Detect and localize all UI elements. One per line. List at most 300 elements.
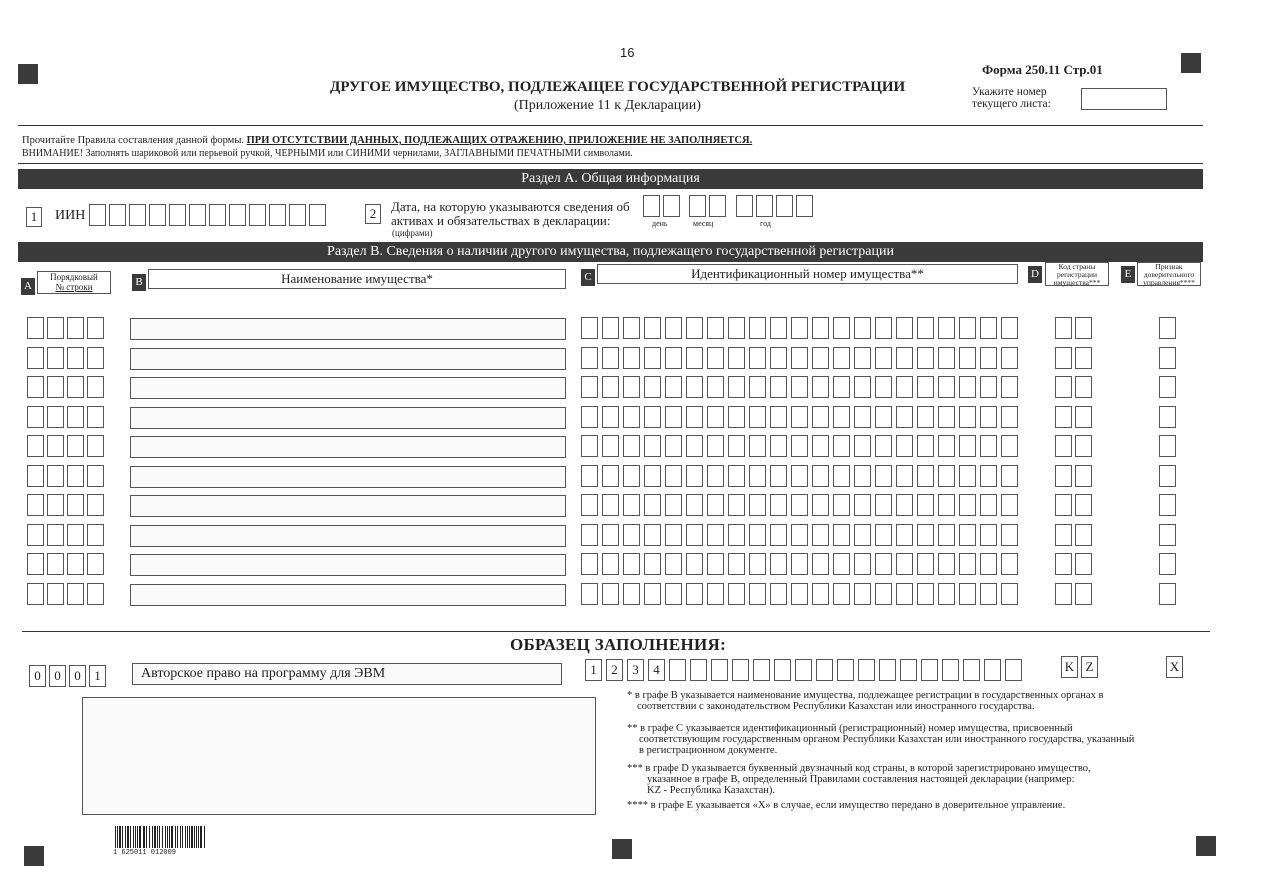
property-id-cell[interactable] xyxy=(896,435,913,457)
row-number-cell[interactable] xyxy=(27,347,44,369)
row-number-cell[interactable] xyxy=(87,583,104,605)
property-id-cell[interactable] xyxy=(917,435,934,457)
property-id-cell[interactable] xyxy=(728,524,745,546)
row-number-input[interactable] xyxy=(27,435,104,457)
row-number-cell[interactable] xyxy=(87,435,104,457)
property-id-cell[interactable] xyxy=(602,524,619,546)
property-id-cell[interactable] xyxy=(581,494,598,516)
row-number-cell[interactable] xyxy=(67,553,84,575)
country-code-cell[interactable] xyxy=(1055,494,1072,516)
property-id-cell[interactable] xyxy=(938,347,955,369)
property-name-input[interactable] xyxy=(130,436,566,458)
property-id-cell[interactable] xyxy=(833,494,850,516)
property-id-cell[interactable] xyxy=(707,494,724,516)
iin-cell[interactable] xyxy=(269,204,286,226)
property-id-cell[interactable] xyxy=(1001,317,1018,339)
property-id-cell[interactable] xyxy=(959,317,976,339)
row-number-input[interactable] xyxy=(27,524,104,546)
property-id-input[interactable] xyxy=(581,347,1018,369)
property-id-cell[interactable] xyxy=(623,465,640,487)
row-number-cell[interactable] xyxy=(47,583,64,605)
property-id-cell[interactable] xyxy=(665,376,682,398)
row-number-cell[interactable] xyxy=(47,406,64,428)
property-id-cell[interactable] xyxy=(980,406,997,428)
country-code-cell[interactable] xyxy=(1075,524,1092,546)
country-code-input[interactable] xyxy=(1055,317,1092,339)
property-id-cell[interactable] xyxy=(917,465,934,487)
property-id-cell[interactable] xyxy=(707,583,724,605)
property-id-input[interactable] xyxy=(581,465,1018,487)
row-number-cell[interactable] xyxy=(67,406,84,428)
property-id-cell[interactable] xyxy=(980,583,997,605)
row-number-cell[interactable] xyxy=(27,524,44,546)
property-id-cell[interactable] xyxy=(938,406,955,428)
property-id-cell[interactable] xyxy=(728,435,745,457)
property-id-cell[interactable] xyxy=(770,494,787,516)
row-number-cell[interactable] xyxy=(67,583,84,605)
property-id-cell[interactable] xyxy=(665,524,682,546)
property-id-cell[interactable] xyxy=(854,583,871,605)
country-code-cell[interactable] xyxy=(1075,376,1092,398)
row-number-cell[interactable] xyxy=(47,494,64,516)
property-id-cell[interactable] xyxy=(854,494,871,516)
property-id-cell[interactable] xyxy=(1001,583,1018,605)
country-code-input[interactable] xyxy=(1055,465,1092,487)
property-id-cell[interactable] xyxy=(812,524,829,546)
property-id-cell[interactable] xyxy=(728,494,745,516)
property-id-input[interactable] xyxy=(581,376,1018,398)
property-id-cell[interactable] xyxy=(791,435,808,457)
country-code-cell[interactable] xyxy=(1075,435,1092,457)
country-code-input[interactable] xyxy=(1055,376,1092,398)
property-id-cell[interactable] xyxy=(875,347,892,369)
property-id-cell[interactable] xyxy=(770,317,787,339)
property-id-cell[interactable] xyxy=(812,406,829,428)
property-id-cell[interactable] xyxy=(833,553,850,575)
date-cell[interactable] xyxy=(689,195,706,217)
iin-cell[interactable] xyxy=(129,204,146,226)
row-number-cell[interactable] xyxy=(87,376,104,398)
property-id-cell[interactable] xyxy=(623,347,640,369)
property-id-cell[interactable] xyxy=(665,406,682,428)
property-id-cell[interactable] xyxy=(623,583,640,605)
property-id-cell[interactable] xyxy=(728,317,745,339)
country-code-input[interactable] xyxy=(1055,406,1092,428)
property-id-cell[interactable] xyxy=(581,376,598,398)
property-id-cell[interactable] xyxy=(665,317,682,339)
country-code-cell[interactable] xyxy=(1075,317,1092,339)
property-id-cell[interactable] xyxy=(896,553,913,575)
property-id-input[interactable] xyxy=(581,583,1018,605)
property-id-cell[interactable] xyxy=(875,465,892,487)
row-number-cell[interactable] xyxy=(27,494,44,516)
country-code-cell[interactable] xyxy=(1055,317,1072,339)
country-code-input[interactable] xyxy=(1055,494,1092,516)
property-id-cell[interactable] xyxy=(707,524,724,546)
property-id-cell[interactable] xyxy=(791,583,808,605)
trust-flag-input[interactable] xyxy=(1159,583,1176,605)
row-number-cell[interactable] xyxy=(27,376,44,398)
property-id-cell[interactable] xyxy=(896,583,913,605)
property-id-cell[interactable] xyxy=(980,347,997,369)
property-id-cell[interactable] xyxy=(812,376,829,398)
property-id-cell[interactable] xyxy=(833,583,850,605)
country-code-cell[interactable] xyxy=(1075,465,1092,487)
iin-input[interactable] xyxy=(89,204,326,226)
property-id-cell[interactable] xyxy=(812,583,829,605)
date-cell[interactable] xyxy=(776,195,793,217)
country-code-cell[interactable] xyxy=(1075,583,1092,605)
property-id-cell[interactable] xyxy=(896,347,913,369)
property-id-cell[interactable] xyxy=(770,435,787,457)
property-id-cell[interactable] xyxy=(644,317,661,339)
property-id-cell[interactable] xyxy=(581,583,598,605)
country-code-input[interactable] xyxy=(1055,347,1092,369)
date-cell[interactable] xyxy=(756,195,773,217)
property-id-cell[interactable] xyxy=(770,347,787,369)
property-id-cell[interactable] xyxy=(581,553,598,575)
country-code-input[interactable] xyxy=(1055,524,1092,546)
property-id-cell[interactable] xyxy=(917,317,934,339)
iin-cell[interactable] xyxy=(89,204,106,226)
date-cell[interactable] xyxy=(709,195,726,217)
property-id-cell[interactable] xyxy=(980,376,997,398)
property-id-cell[interactable] xyxy=(686,553,703,575)
property-id-cell[interactable] xyxy=(686,376,703,398)
property-id-input[interactable] xyxy=(581,553,1018,575)
property-id-cell[interactable] xyxy=(938,317,955,339)
property-id-cell[interactable] xyxy=(665,583,682,605)
country-code-input[interactable] xyxy=(1055,553,1092,575)
sheet-number-input[interactable] xyxy=(1081,88,1167,110)
property-id-cell[interactable] xyxy=(581,435,598,457)
property-id-cell[interactable] xyxy=(665,347,682,369)
country-code-cell[interactable] xyxy=(1055,553,1072,575)
property-id-cell[interactable] xyxy=(770,406,787,428)
property-id-cell[interactable] xyxy=(959,465,976,487)
country-code-cell[interactable] xyxy=(1055,435,1072,457)
property-id-cell[interactable] xyxy=(686,347,703,369)
property-id-cell[interactable] xyxy=(854,465,871,487)
row-number-cell[interactable] xyxy=(27,317,44,339)
row-number-input[interactable] xyxy=(27,465,104,487)
property-id-cell[interactable] xyxy=(875,376,892,398)
property-id-cell[interactable] xyxy=(623,494,640,516)
property-id-cell[interactable] xyxy=(665,553,682,575)
property-id-cell[interactable] xyxy=(644,435,661,457)
property-id-cell[interactable] xyxy=(1001,524,1018,546)
property-id-cell[interactable] xyxy=(959,553,976,575)
row-number-cell[interactable] xyxy=(67,317,84,339)
property-id-cell[interactable] xyxy=(602,376,619,398)
property-id-cell[interactable] xyxy=(707,347,724,369)
property-id-cell[interactable] xyxy=(749,583,766,605)
property-id-cell[interactable] xyxy=(959,524,976,546)
row-number-cell[interactable] xyxy=(27,553,44,575)
row-number-cell[interactable] xyxy=(67,376,84,398)
row-number-cell[interactable] xyxy=(47,465,64,487)
property-name-input[interactable] xyxy=(130,495,566,517)
property-id-cell[interactable] xyxy=(581,347,598,369)
property-id-cell[interactable] xyxy=(896,406,913,428)
row-number-input[interactable] xyxy=(27,583,104,605)
property-id-cell[interactable] xyxy=(812,494,829,516)
property-name-input[interactable] xyxy=(130,525,566,547)
property-id-cell[interactable] xyxy=(707,406,724,428)
property-id-cell[interactable] xyxy=(770,376,787,398)
property-id-cell[interactable] xyxy=(602,317,619,339)
property-id-cell[interactable] xyxy=(917,524,934,546)
row-number-cell[interactable] xyxy=(47,524,64,546)
property-id-cell[interactable] xyxy=(1001,435,1018,457)
row-number-cell[interactable] xyxy=(27,583,44,605)
property-id-cell[interactable] xyxy=(812,553,829,575)
trust-flag-input[interactable] xyxy=(1159,553,1176,575)
country-code-cell[interactable] xyxy=(1075,406,1092,428)
property-id-input[interactable] xyxy=(581,494,1018,516)
date-cell[interactable] xyxy=(796,195,813,217)
country-code-cell[interactable] xyxy=(1055,583,1072,605)
property-id-cell[interactable] xyxy=(644,583,661,605)
property-id-cell[interactable] xyxy=(791,317,808,339)
property-id-cell[interactable] xyxy=(896,376,913,398)
property-id-cell[interactable] xyxy=(833,376,850,398)
property-id-cell[interactable] xyxy=(602,347,619,369)
property-id-cell[interactable] xyxy=(770,553,787,575)
property-id-cell[interactable] xyxy=(917,583,934,605)
property-id-input[interactable] xyxy=(581,524,1018,546)
property-id-cell[interactable] xyxy=(896,524,913,546)
property-id-cell[interactable] xyxy=(1001,553,1018,575)
property-id-input[interactable] xyxy=(581,435,1018,457)
property-id-cell[interactable] xyxy=(1001,406,1018,428)
property-id-cell[interactable] xyxy=(686,435,703,457)
date-cell[interactable] xyxy=(663,195,680,217)
property-id-cell[interactable] xyxy=(917,406,934,428)
property-id-cell[interactable] xyxy=(812,435,829,457)
trust-flag-input[interactable] xyxy=(1159,435,1176,457)
property-id-cell[interactable] xyxy=(770,583,787,605)
property-id-cell[interactable] xyxy=(602,406,619,428)
date-month-input[interactable] xyxy=(689,195,726,217)
property-id-cell[interactable] xyxy=(875,553,892,575)
property-id-cell[interactable] xyxy=(833,435,850,457)
property-id-input[interactable] xyxy=(581,317,1018,339)
property-id-cell[interactable] xyxy=(665,465,682,487)
property-id-cell[interactable] xyxy=(644,465,661,487)
property-name-input[interactable] xyxy=(130,554,566,576)
property-id-cell[interactable] xyxy=(749,524,766,546)
property-id-cell[interactable] xyxy=(1001,465,1018,487)
property-id-cell[interactable] xyxy=(980,553,997,575)
property-name-input[interactable] xyxy=(130,584,566,606)
property-id-cell[interactable] xyxy=(749,406,766,428)
property-id-cell[interactable] xyxy=(938,494,955,516)
property-id-cell[interactable] xyxy=(833,524,850,546)
property-id-cell[interactable] xyxy=(833,347,850,369)
country-code-cell[interactable] xyxy=(1055,376,1072,398)
property-id-cell[interactable] xyxy=(791,376,808,398)
property-id-cell[interactable] xyxy=(833,465,850,487)
property-id-cell[interactable] xyxy=(581,465,598,487)
trust-flag-input[interactable] xyxy=(1159,317,1176,339)
row-number-cell[interactable] xyxy=(87,465,104,487)
row-number-cell[interactable] xyxy=(87,553,104,575)
property-id-cell[interactable] xyxy=(959,583,976,605)
row-number-cell[interactable] xyxy=(87,317,104,339)
row-number-cell[interactable] xyxy=(47,553,64,575)
property-id-cell[interactable] xyxy=(980,435,997,457)
iin-cell[interactable] xyxy=(109,204,126,226)
property-id-cell[interactable] xyxy=(896,317,913,339)
property-id-cell[interactable] xyxy=(1001,376,1018,398)
property-id-cell[interactable] xyxy=(854,435,871,457)
country-code-cell[interactable] xyxy=(1055,347,1072,369)
property-name-input[interactable] xyxy=(130,348,566,370)
property-id-cell[interactable] xyxy=(686,524,703,546)
property-id-cell[interactable] xyxy=(749,376,766,398)
property-id-cell[interactable] xyxy=(875,524,892,546)
row-number-input[interactable] xyxy=(27,376,104,398)
row-number-cell[interactable] xyxy=(67,347,84,369)
property-id-cell[interactable] xyxy=(770,524,787,546)
property-id-cell[interactable] xyxy=(749,317,766,339)
property-id-cell[interactable] xyxy=(791,465,808,487)
property-id-cell[interactable] xyxy=(854,317,871,339)
row-number-cell[interactable] xyxy=(27,435,44,457)
property-id-cell[interactable] xyxy=(602,553,619,575)
property-id-cell[interactable] xyxy=(686,494,703,516)
property-id-cell[interactable] xyxy=(875,494,892,516)
property-id-cell[interactable] xyxy=(854,406,871,428)
property-id-cell[interactable] xyxy=(875,406,892,428)
row-number-cell[interactable] xyxy=(67,435,84,457)
property-id-cell[interactable] xyxy=(602,583,619,605)
property-id-cell[interactable] xyxy=(749,347,766,369)
trust-flag-input[interactable] xyxy=(1159,406,1176,428)
property-id-cell[interactable] xyxy=(833,317,850,339)
property-id-cell[interactable] xyxy=(812,347,829,369)
trust-flag-input[interactable] xyxy=(1159,524,1176,546)
property-id-cell[interactable] xyxy=(644,347,661,369)
property-id-cell[interactable] xyxy=(938,376,955,398)
property-id-cell[interactable] xyxy=(896,494,913,516)
country-code-cell[interactable] xyxy=(1075,347,1092,369)
country-code-input[interactable] xyxy=(1055,435,1092,457)
property-id-cell[interactable] xyxy=(980,317,997,339)
date-cell[interactable] xyxy=(736,195,753,217)
property-id-cell[interactable] xyxy=(791,524,808,546)
property-id-cell[interactable] xyxy=(791,406,808,428)
property-id-cell[interactable] xyxy=(791,347,808,369)
row-number-input[interactable] xyxy=(27,347,104,369)
property-id-cell[interactable] xyxy=(728,406,745,428)
property-id-cell[interactable] xyxy=(854,553,871,575)
property-id-cell[interactable] xyxy=(686,583,703,605)
property-id-cell[interactable] xyxy=(770,465,787,487)
row-number-input[interactable] xyxy=(27,494,104,516)
property-id-cell[interactable] xyxy=(854,347,871,369)
property-id-cell[interactable] xyxy=(602,494,619,516)
property-id-cell[interactable] xyxy=(980,465,997,487)
property-id-cell[interactable] xyxy=(623,406,640,428)
date-day-input[interactable] xyxy=(643,195,680,217)
iin-cell[interactable] xyxy=(149,204,166,226)
iin-cell[interactable] xyxy=(289,204,306,226)
row-number-cell[interactable] xyxy=(47,376,64,398)
property-id-cell[interactable] xyxy=(602,465,619,487)
property-id-cell[interactable] xyxy=(959,435,976,457)
property-id-cell[interactable] xyxy=(917,494,934,516)
trust-flag-input[interactable] xyxy=(1159,465,1176,487)
property-id-cell[interactable] xyxy=(791,553,808,575)
row-number-cell[interactable] xyxy=(67,494,84,516)
property-id-cell[interactable] xyxy=(644,376,661,398)
property-id-cell[interactable] xyxy=(917,376,934,398)
country-code-cell[interactable] xyxy=(1055,465,1072,487)
property-id-cell[interactable] xyxy=(602,435,619,457)
property-id-cell[interactable] xyxy=(875,435,892,457)
iin-cell[interactable] xyxy=(209,204,226,226)
property-id-cell[interactable] xyxy=(728,553,745,575)
property-id-cell[interactable] xyxy=(917,347,934,369)
property-id-cell[interactable] xyxy=(749,494,766,516)
property-id-cell[interactable] xyxy=(812,317,829,339)
country-code-input[interactable] xyxy=(1055,583,1092,605)
row-number-input[interactable] xyxy=(27,406,104,428)
property-id-cell[interactable] xyxy=(791,494,808,516)
property-id-cell[interactable] xyxy=(938,583,955,605)
property-id-cell[interactable] xyxy=(749,465,766,487)
row-number-cell[interactable] xyxy=(47,317,64,339)
property-name-input[interactable] xyxy=(130,318,566,340)
property-id-cell[interactable] xyxy=(581,524,598,546)
property-id-cell[interactable] xyxy=(938,553,955,575)
property-id-cell[interactable] xyxy=(665,494,682,516)
property-id-cell[interactable] xyxy=(896,465,913,487)
property-id-cell[interactable] xyxy=(707,376,724,398)
row-number-cell[interactable] xyxy=(87,347,104,369)
row-number-cell[interactable] xyxy=(67,524,84,546)
property-id-cell[interactable] xyxy=(917,553,934,575)
property-id-cell[interactable] xyxy=(980,494,997,516)
property-name-input[interactable] xyxy=(130,466,566,488)
property-name-input[interactable] xyxy=(130,407,566,429)
property-id-cell[interactable] xyxy=(728,583,745,605)
property-id-cell[interactable] xyxy=(833,406,850,428)
row-number-cell[interactable] xyxy=(67,465,84,487)
property-id-cell[interactable] xyxy=(728,376,745,398)
property-id-cell[interactable] xyxy=(728,465,745,487)
row-number-cell[interactable] xyxy=(87,406,104,428)
property-id-cell[interactable] xyxy=(623,524,640,546)
property-id-cell[interactable] xyxy=(644,553,661,575)
country-code-cell[interactable] xyxy=(1075,494,1092,516)
property-id-cell[interactable] xyxy=(875,317,892,339)
property-id-cell[interactable] xyxy=(581,406,598,428)
property-id-cell[interactable] xyxy=(980,524,997,546)
property-id-cell[interactable] xyxy=(644,406,661,428)
row-number-cell[interactable] xyxy=(47,347,64,369)
property-id-cell[interactable] xyxy=(875,583,892,605)
row-number-input[interactable] xyxy=(27,317,104,339)
country-code-cell[interactable] xyxy=(1075,553,1092,575)
property-id-cell[interactable] xyxy=(686,406,703,428)
property-name-input[interactable] xyxy=(130,377,566,399)
property-id-cell[interactable] xyxy=(959,494,976,516)
property-id-cell[interactable] xyxy=(938,524,955,546)
property-id-cell[interactable] xyxy=(728,347,745,369)
